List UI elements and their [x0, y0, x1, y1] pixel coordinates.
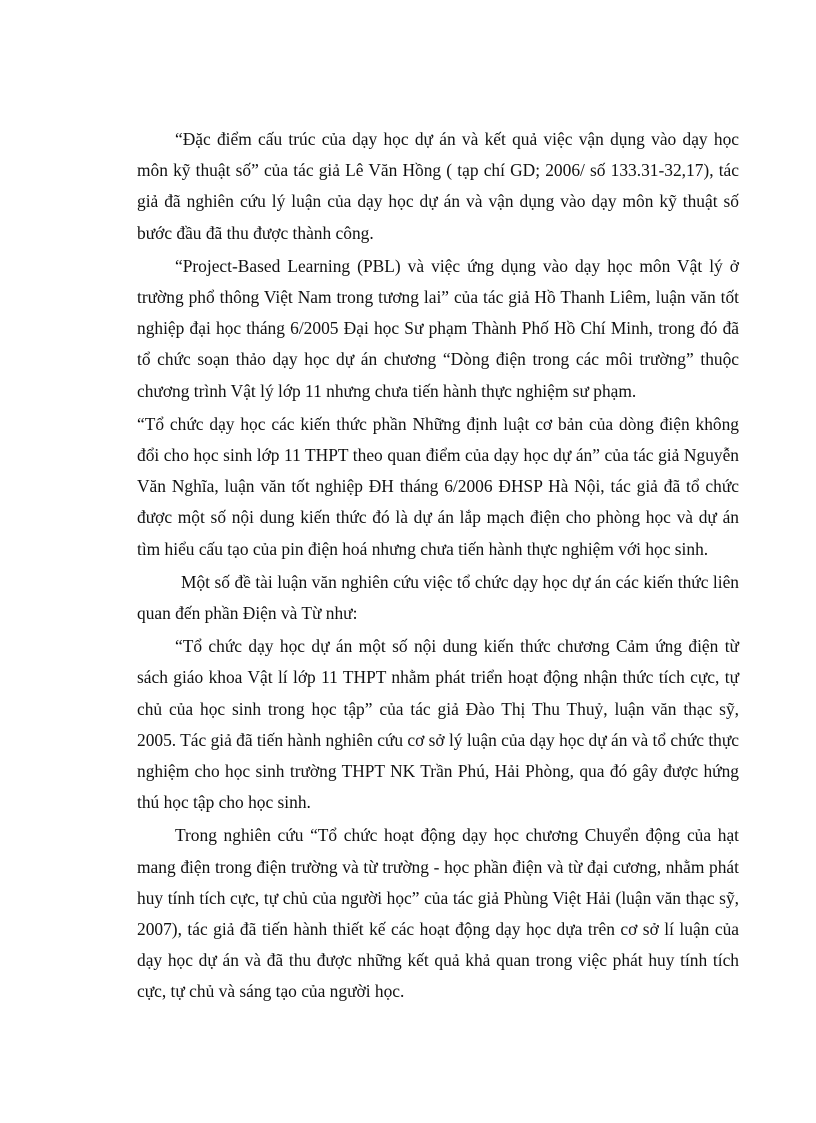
document-body [137, 124, 739, 1010]
paragraph-dac-diem-cau-truc: “Đặc điểm cấu trúc của dạy học dự án và kết quả việc vận dụng vào dạy học môn kỹ thuật số” của tác giả Lê Văn Hồng ( tạp chí GD; 2006/ số 133.31-32,17), tác giả đã nghiên cứu lý luận của dạy học dự án và vận dụng vào dạy môn kỹ thuật số bước đầu đã thu được thành công. [137, 129, 739, 243]
paragraph-chuyen-dong-hat-mang-dien: Trong nghiên cứu “Tổ chức hoạt động dạy học chương Chuyển động của hạt mang điện trong điện trường và từ trường - học phần điện và từ đại cương, nhằm phát huy tính tích cực, tự chủ của người học” của tác giả Phùng Việt Hải (luận văn thạc sỹ, 2007), tác giả đã tiến hành thiết kế các hoạt động dạy học dựa trên cơ sở lí luận của dạy học dự án và đã thu được những kết quả khả quan trong việc phát huy tính tích cực, tự chủ và sáng tạo của người học. [137, 825, 739, 1002]
paragraph-to-chuc-dinh-luat: “Tổ chức dạy học các kiến thức phần Những định luật cơ bản của dòng điện không đổi cho học sinh lớp 11 THPT theo quan điểm của dạy học dự án” của tác giả Nguyễn Văn Nghĩa, luận văn tốt nghiệp ĐH tháng 6/2006 ĐHSP Hà Nội, tác giả đã tổ chức được một số nội dung kiến thức đó là dự án lắp mạch điện cho phòng học và dự án tìm hiểu cấu tạo của pin điện hoá nhưng chưa tiến hành thực nghiệm với học sinh. [137, 413, 739, 559]
paragraph-project-based-learning: “Project-Based Learning (PBL) và việc ứng dụng vào dạy học môn Vật lý ở trường phổ thông Việt Nam trong tương lai” của tác giả Hồ Thanh Liêm, luận văn tốt nghiệp đại học tháng 6/2005 Đại học Sư phạm Thành Phố Hồ Chí Minh, trong đó đã tổ chức soạn thảo dạy học dự án chương “Dòng điện trong các môi trường” thuộc chương trình Vật lý lớp 11 nhưng chưa tiến hành thực nghiệm sư phạm. [137, 255, 739, 401]
paragraph-mot-so-de-tai: Một số đề tài luận văn nghiên cứu việc tổ chức dạy học dự án các kiến thức liên quan đến phần Điện và Từ như: [137, 571, 739, 624]
paragraph-cam-ung-dien-tu: “Tổ chức dạy học dự án một số nội dung kiến thức chương Cảm ứng điện từ sách giáo khoa Vật lí lớp 11 THPT nhằm phát triển hoạt động nhận thức tích cực, tự chủ của học sinh trong học tập” của tác giả Đào Thị Thu Thuỷ, luận văn thạc sỹ, 2005. Tác giả đã tiến hành nghiên cứu cơ sở lý luận của dạy học dự án và tổ chức thực nghiệm cho học sinh trường THPT NK Trần Phú, Hải Phòng, qua đó gây được hứng thú học tập cho học sinh. [137, 636, 739, 813]
